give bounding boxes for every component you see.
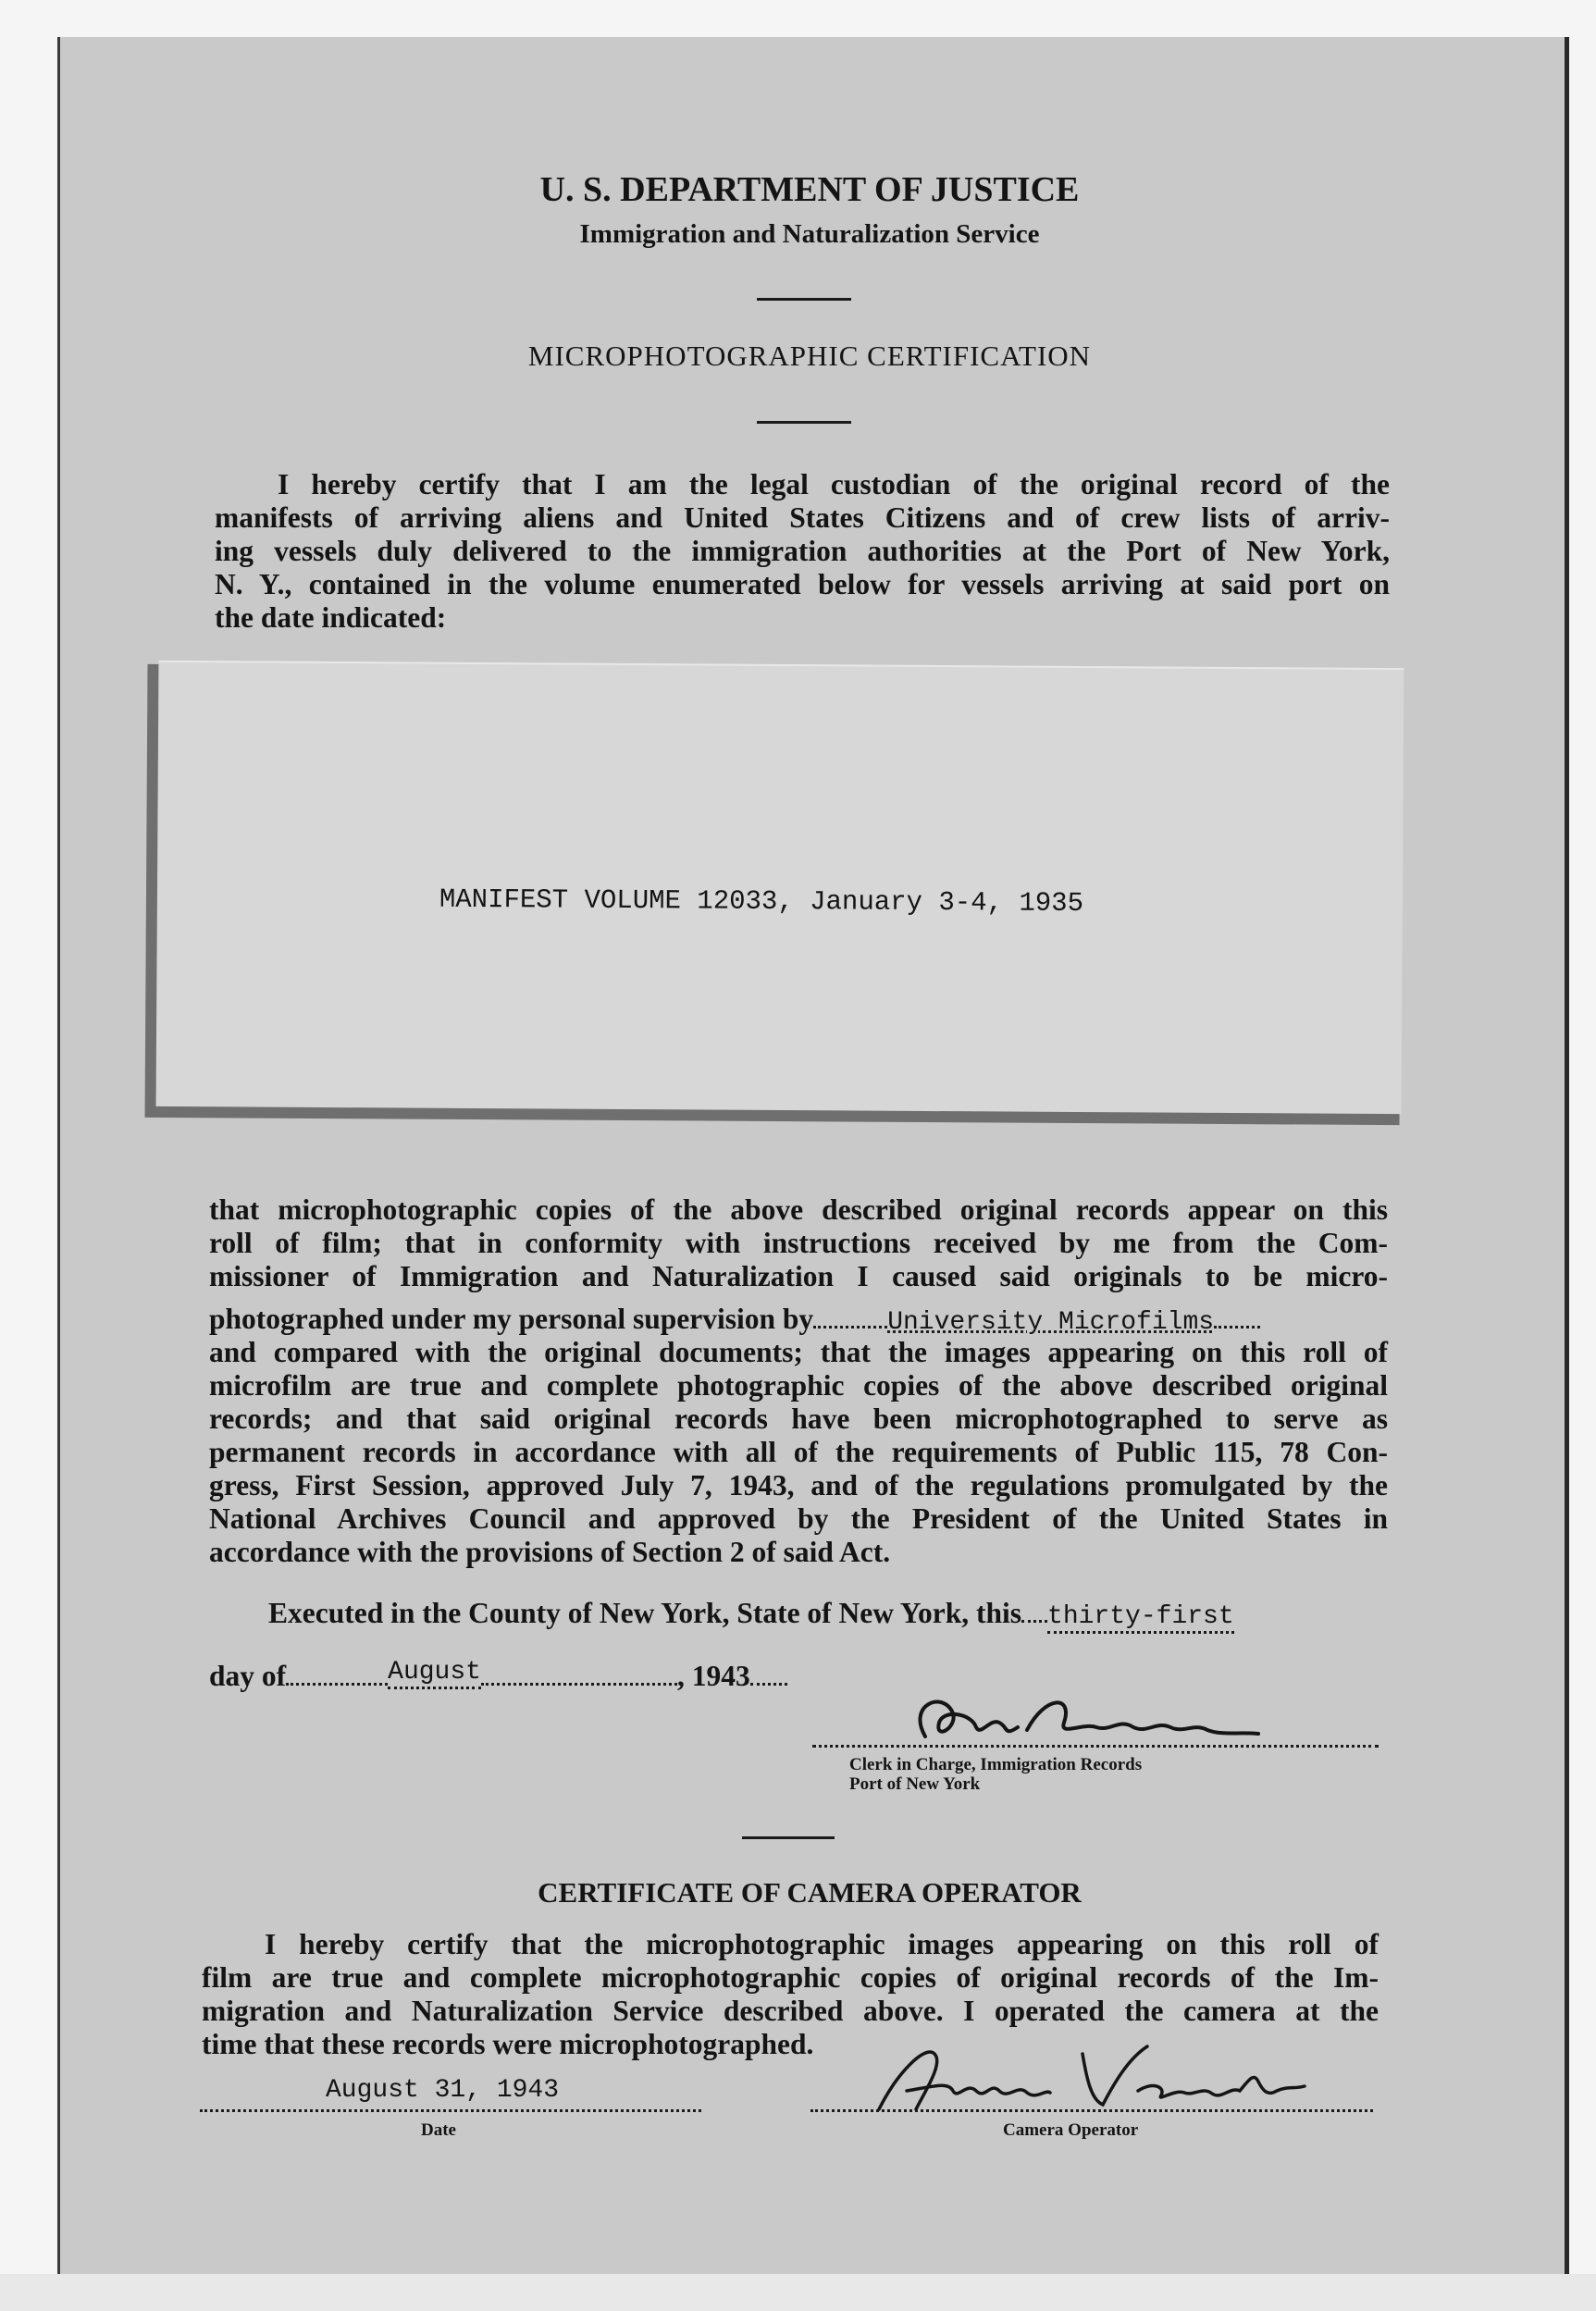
- camera-operator-signature: [860, 2035, 1323, 2119]
- body-line-photographed: [209, 1303, 1388, 1336]
- body-line: gress, First Session, approved July 7, 1943, and of the regulations promulgated by the: [209, 1469, 1388, 1502]
- camera-line: film are true and complete microphotographic copies of original records of the Im-: [202, 1961, 1379, 1994]
- body-line: permanent records in accordance with all of the requirements of Public 115, 78 Con-: [209, 1436, 1388, 1468]
- body-line: missioner of Immigration and Naturalization I caused said originals to be micro-: [209, 1260, 1388, 1292]
- fill-dots: [481, 1683, 677, 1686]
- fill-dots: [813, 1326, 887, 1329]
- camera-line: time that these records were microphotographed.: [202, 2028, 814, 2060]
- form-title: MICROPHOTOGRAPHIC CERTIFICATION: [527, 340, 1092, 372]
- certification-paragraph: [209, 1193, 1388, 1569]
- body-line: records; and that said original records have been microphotographed to serve as: [209, 1403, 1388, 1435]
- intro-line: I hereby certify that I am the legal custodian of the original record of the: [278, 468, 1390, 501]
- manifest-volume-text: MANIFEST VOLUME 12033, January 3-4, 1935: [439, 884, 1084, 920]
- camera-certificate-title: CERTIFICATE OF CAMERA OPERATOR: [538, 1876, 1082, 1909]
- intro-paragraph: [215, 468, 1390, 635]
- camera-date-value: August 31, 1943: [326, 2076, 560, 2105]
- fill-dots: [1021, 1620, 1047, 1623]
- header-divider: [757, 298, 851, 301]
- body-line: roll of film; that in conformity with instructions received by me from the Com-: [209, 1227, 1388, 1259]
- title-divider: [757, 421, 851, 424]
- intro-line: manifests of arriving aliens and United States Citizens and of crew lists of arriv-: [215, 501, 1390, 534]
- body-line: microfilm are true and complete photographic copies of the above described original: [209, 1369, 1388, 1402]
- execution-month: August: [388, 1658, 481, 1689]
- body-line: accordance with the provisions of Section 2 of said Act.: [209, 1536, 891, 1568]
- date-label: Date: [421, 2120, 456, 2140]
- camera-line: I hereby certify that the microphotographic images appearing on this roll of: [265, 1928, 1379, 1960]
- execution-prefix: Executed in the County of New York, State of New York, this: [268, 1597, 1022, 1629]
- camera-operator-line: [810, 2109, 1373, 2112]
- fill-dots: [1214, 1326, 1260, 1329]
- fill-dots: [750, 1683, 787, 1686]
- fill-dots: [286, 1683, 388, 1686]
- clerk-title: Clerk in Charge, Immigration Records: [849, 1755, 1143, 1774]
- clerk-signature: [888, 1686, 1295, 1750]
- department-heading: U. S. DEPARTMENT OF JUSTICE: [539, 170, 1080, 209]
- execution-day: thirty-first: [1047, 1602, 1234, 1634]
- body-line: that microphotographic copies of the above described original records appear on this: [209, 1193, 1388, 1226]
- intro-line: the date indicated:: [215, 601, 447, 634]
- record-slip: [156, 661, 1404, 1114]
- section-divider: [742, 1836, 835, 1839]
- clerk-office: Port of New York: [849, 1774, 981, 1794]
- camera-line: migration and Naturalization Service described above. I operated the camera at the: [202, 1995, 1379, 2027]
- service-subheading: Immigration and Naturalization Service: [579, 219, 1040, 249]
- day-of-line: [209, 1660, 787, 1694]
- body-line: National Archives Council and approved by the President of the United States in: [209, 1502, 1388, 1535]
- execution-year: , 1943: [676, 1660, 750, 1692]
- body-line: and compared with the original documents; that the images appearing on this roll of: [209, 1336, 1388, 1368]
- camera-operator-label: Camera Operator: [1003, 2120, 1139, 2140]
- day-of-label: day of: [209, 1660, 287, 1692]
- clerk-signature-line: [812, 1745, 1379, 1748]
- date-line: [200, 2109, 701, 2112]
- page-bottom-margin: [0, 2274, 1596, 2311]
- intro-line: ing vessels duly delivered to the immigration authorities at the Port of New York,: [215, 535, 1390, 567]
- microfilm-company: University Microfilms: [887, 1308, 1215, 1337]
- photographed-prefix: photographed under my personal supervision by: [209, 1303, 814, 1335]
- intro-line: N. Y., contained in the volume enumerated below for vessels arriving at said port on: [215, 568, 1390, 600]
- execution-line: [268, 1597, 1234, 1631]
